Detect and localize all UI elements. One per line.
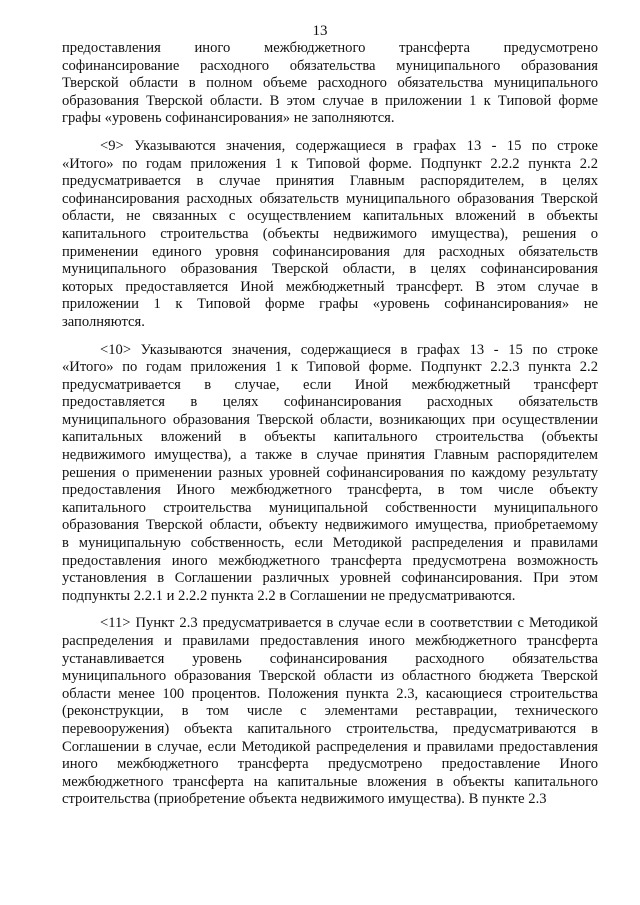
text-line: применении единого уровня софинансирования для расходных обязательств [62,243,598,260]
text-line: <10> Указываются значения, содержащиеся в графах 13 - 15 по строке [100,341,598,358]
text-line: иного межбюджетного трансферта предусмотрено предоставление Иного [62,756,598,773]
text-line: <11> Пункт 2.3 предусматривается в случае если в соответствии с Методикой [100,615,598,632]
text-line: распределения и правилами предоставления иного межбюджетного трансферта [62,633,598,649]
paragraph-p9 [62,138,598,332]
text-line: Соглашении в случае, если Методикой распределения и правилами предоставления [62,738,598,755]
text-line: капитальных вложений в объекты капитального строительства (объекты [62,429,598,446]
text-line: предоставляется в целях софинансирования расходных обязательств [62,394,598,411]
text-line: области, не связанных с осуществлением капитальных вложений в объекты [62,208,598,225]
paragraph-p0 [62,40,598,128]
text-line: образования Тверской области. В этом случае в приложении 1 к Типовой форме [62,92,598,109]
text-line: области менее 100 процентов. Положения пункта 2.3, касающиеся строительства [62,685,598,702]
text-line: софинансирования расходных обязательств муниципального образования Тверской [62,190,598,207]
paragraph-spacer [62,128,598,138]
paragraph-p11 [62,615,598,809]
text-line: установления в Соглашении различных уровней софинансирования. При этом [62,570,598,587]
paragraph-spacer [62,605,598,615]
text-line: недвижимого имущества), а также в случае принятия Главным распорядителем [62,447,598,464]
text-line: предоставления иного межбюджетного трансферта предусмотрена возможность [62,552,598,569]
document-body [62,40,598,809]
text-line: предоставления иного межбюджетного трансферта предусмотрено [62,40,598,56]
text-line: подпункты 2.2.1 и 2.2.2 пункта 2.2 в Соглашении не предусматриваются. [62,587,516,604]
text-line: строительства (приобретение объекта недвижимого имущества). В пункте 2.3 [62,791,547,808]
text-line: предусматривается в случае принятия Главным распорядителем, в целях [62,173,598,190]
text-line: в муниципальную собственность, если Методикой распределения и правилами [62,535,598,552]
text-line: перевооружения) объекта капитального строительства, предусматриваются в [62,720,598,737]
paragraph-p10 [62,342,598,606]
text-line: муниципального образования Тверской области, возникающих при осуществлении [62,411,598,428]
text-line: муниципального образования Тверской области из областного бюджета Тверской [62,668,598,685]
text-line: «Итого» по годам приложения 1 к Типовой форме. Подпункт 2.2.3 пункта 2.2 [62,359,598,376]
text-line: межбюджетного трансферта на капитальные вложения в объекты капитального [62,773,598,790]
text-line: предусматривается в случае, если Иной межбюджетный трансферт [62,376,598,393]
page-number: 13 [312,23,328,39]
text-line: графы «уровень софинансирования» не заполняются. [62,110,395,127]
text-line: устанавливается уровень софинансирования расходного обязательства [62,650,598,667]
text-line: Тверской области в полном объеме расходного обязательства муниципального [62,75,598,92]
text-line: образования Тверской области, объекту недвижимого имущества, приобретаемому [62,517,598,534]
text-line: которых предоставляется Иной межбюджетный трансферт. В этом случае в [62,278,598,295]
text-line: приложении 1 к Типовой форме графы «уровень софинансирования» не [62,296,598,313]
paragraph-spacer [62,332,598,342]
text-line: предоставления Иного межбюджетного трансферта, в том числе объекту [62,482,598,499]
text-line: софинансирование расходного обязательства муниципального образования [62,57,598,74]
text-line: заполняются. [62,313,145,330]
text-line: капитального строительства (объекты недвижимого имущества), решения о [62,225,598,242]
text-line: (реконструкции, в том числе с элементами реставрации, технического [62,703,598,720]
text-line: решения о применении разных уровней софинансирования по каждому результату [62,464,598,481]
text-line: муниципального образования Тверской области, в целях софинансирования [62,261,598,278]
text-line: <9> Указываются значения, содержащиеся в графах 13 - 15 по строке [100,137,598,154]
text-line: капитального строительства муниципальной собственности муниципального [62,499,598,516]
text-line: «Итого» по годам приложения 1 к Типовой форме. Подпункт 2.2.2 пункта 2.2 [62,155,598,172]
